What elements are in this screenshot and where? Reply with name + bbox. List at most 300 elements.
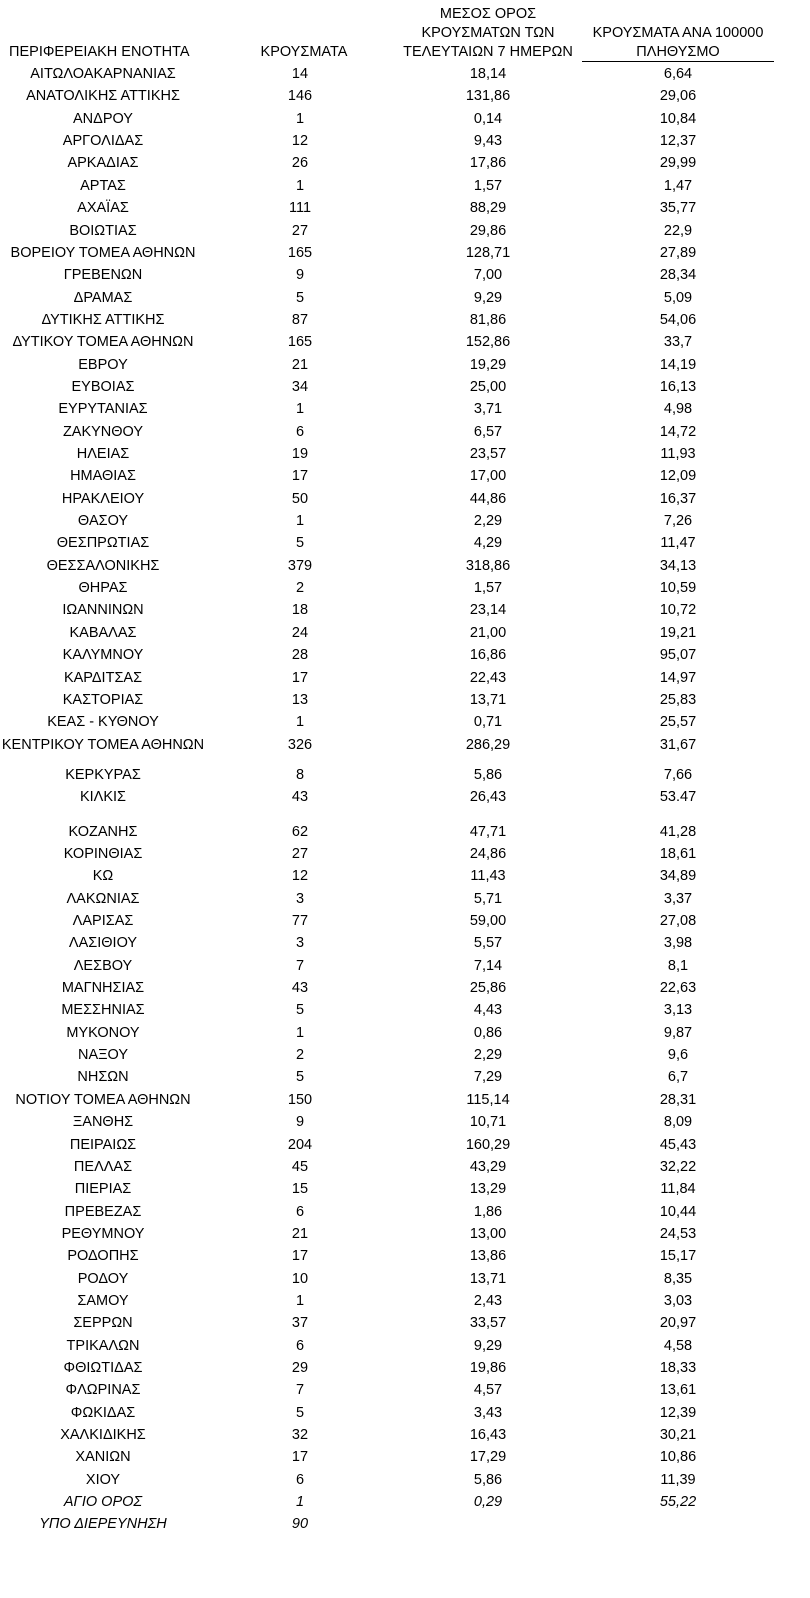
cell-per-100k: 13,61 [659,1382,697,1399]
cell-7day-average: 17,00 [469,468,507,485]
table-row [0,376,810,398]
column-header-per-100k-line1: ΚΡΟΥΣΜΑΤΑ ΑΝΑ 100000 [592,25,764,41]
table-row [0,85,810,107]
cell-7day-average: 16,43 [469,1427,507,1443]
cell-cases: 77 [291,913,309,929]
cell-cases: 50 [291,490,309,507]
cell-cases: 1 [295,513,305,529]
table-row [0,354,810,376]
cell-region: ΧΙΟΥ [85,1471,121,1488]
cell-region: ΕΒΡΟΥ [78,356,128,373]
cell-per-100k: 14,72 [659,423,697,440]
cell-per-100k: 29,99 [659,155,697,172]
table-row [0,1156,810,1178]
cell-region: ΕΥΡΥΤΑΝΙΑΣ [58,401,148,418]
cell-7day-average: 128,71 [465,244,511,261]
cell-7day-average: 318,86 [465,557,511,574]
cell-cases: 1 [295,714,305,731]
cell-per-100k: 95,07 [659,647,697,664]
table-row [0,1402,810,1424]
cell-7day-average: 21,00 [469,624,507,641]
cell-per-100k: 6,64 [663,66,693,82]
cell-cases: 1 [295,110,305,127]
cell-7day-average: 1,86 [473,1203,503,1220]
cell-per-100k: 10,59 [659,580,697,597]
cell-cases: 9 [295,267,305,284]
cell-7day-average: 7,00 [473,267,503,284]
cell-cases: 326 [287,736,313,753]
cell-region: ΠΕΙΡΑΙΩΣ [69,1136,137,1153]
cell-cases: 19 [291,446,309,462]
cell-region: ΤΡΙΚΑΛΩΝ [66,1337,140,1354]
table-row [0,130,810,152]
table-row [0,152,810,174]
cell-cases: 87 [291,311,309,328]
table-row [0,532,810,554]
table-row [0,1513,810,1535]
table-row [0,1245,810,1267]
cell-region: ΠΙΕΡΙΑΣ [74,1181,132,1198]
cell-per-100k: 41,28 [659,823,697,840]
column-header-cases-label: ΚΡΟΥΣΜΑΤΑ [260,44,348,60]
cell-region: ΙΩΑΝΝΙΝΩΝ [62,602,144,619]
cell-region: ΚΕΑΣ - ΚΥΘΝΟΥ [47,714,159,731]
cell-cases: 5 [295,1002,305,1019]
cell-cases: 111 [288,200,312,217]
cell-per-100k: 9,6 [667,1047,689,1064]
cell-7day-average: 5,86 [473,1471,503,1488]
table-row [0,888,810,910]
cell-cases: 2 [295,580,305,597]
table-row [0,421,810,443]
cell-cases: 43 [291,789,309,806]
cell-cases: 27 [291,222,309,239]
cell-region: ΚΕΝΤΡΙΚΟΥ ΤΟΜΕΑ ΑΘΗΝΩΝ [1,736,205,753]
cell-region: ΒΟΡΕΙΟΥ ΤΟΜΕΑ ΑΘΗΝΩΝ [10,244,196,261]
table-row [0,955,810,977]
cell-cases: 146 [287,88,313,105]
cell-per-100k: 16,13 [659,378,697,395]
cell-region: ΖΑΚΥΝΘΟΥ [62,423,144,440]
cell-per-100k: 3,13 [663,1002,693,1019]
cell-cases: 24 [291,624,309,641]
cell-7day-average: 33,57 [469,1315,507,1332]
cell-cases: 6 [295,423,305,440]
cell-region: ΑΧΑΪΑΣ [77,200,129,217]
table-row [0,465,810,487]
cell-cases: 379 [287,557,313,574]
table-row [0,622,810,644]
table-row [0,1201,810,1223]
cell-cases: 6 [295,1471,305,1488]
cell-7day-average: 13,71 [469,691,507,708]
cell-per-100k: 11,84 [660,1181,696,1198]
cell-7day-average: 9,29 [473,1337,503,1354]
cell-7day-average: 5,57 [473,935,503,952]
cell-cases: 5 [295,289,305,306]
cell-cases: 21 [291,1225,309,1242]
cell-cases: 6 [295,1203,305,1220]
table-row [0,821,810,843]
cell-per-100k [578,1513,778,1535]
cell-region: ΗΛΕΙΑΣ [76,446,130,462]
table-row [0,1044,810,1066]
cell-region: ΑΡΓΟΛΙΔΑΣ [62,133,144,150]
table-row [0,331,810,353]
cell-region: ΠΡΕΒΕΖΑΣ [64,1203,142,1220]
cell-7day-average: 4,43 [473,1002,503,1019]
cell-per-100k: 6,7 [667,1069,689,1086]
cell-region: ΔΥΤΙΚΟΥ ΤΟΜΕΑ ΑΘΗΝΩΝ [12,334,194,351]
cell-region: ΗΜΑΘΙΑΣ [70,468,136,485]
cell-7day-average: 47,71 [469,823,507,840]
cell-per-100k: 11,39 [660,1471,696,1488]
cell-7day-average: 9,43 [473,133,503,150]
cell-region: ΑΡΚΑΔΙΑΣ [67,155,139,172]
cell-per-100k: 30,21 [659,1427,697,1443]
table-row [0,510,810,532]
cell-7day-average: 4,29 [473,535,503,552]
cell-region: ΚΕΡΚΥΡΑΣ [65,766,141,783]
cell-per-100k: 54,06 [659,311,697,328]
cell-cases: 6 [295,1337,305,1354]
table-row [0,1066,810,1088]
cell-7day-average: 19,29 [469,356,507,373]
table-row [0,197,810,219]
table-row [0,309,810,331]
cell-region: ΠΕΛΛΑΣ [73,1158,133,1175]
cell-per-100k: 32,22 [659,1158,697,1175]
cell-per-100k: 19,21 [659,624,697,641]
cell-per-100k: 34,13 [659,557,697,574]
cell-cases: 165 [287,334,313,351]
cell-7day-average: 9,29 [473,289,503,306]
cell-per-100k: 11,47 [660,535,696,552]
cell-cases: 14 [291,66,309,82]
table-row [0,1379,810,1401]
cell-region: ΧΑΝΙΩΝ [75,1449,131,1466]
cell-per-100k: 12,09 [659,468,697,485]
cell-7day-average: 23,14 [469,602,507,619]
cell-cases: 43 [291,980,309,996]
cell-cases: 150 [287,1091,313,1108]
cell-cases: 5 [295,1069,305,1086]
cell-7day-average: 13,86 [469,1248,507,1265]
table-row [0,843,810,865]
cell-cases: 1 [295,401,305,418]
cell-7day-average: 0,14 [473,110,503,127]
cell-cases: 21 [291,356,309,373]
cell-7day-average: 11,43 [470,868,506,885]
cell-cases: 18 [291,602,309,619]
cell-region: ΑΝΔΡΟΥ [73,110,133,127]
cell-per-100k: 31,67 [659,736,697,753]
cell-7day-average [402,1513,574,1535]
table-row [0,443,810,465]
cell-7day-average: 2,29 [473,1047,503,1064]
cell-per-100k: 25,83 [659,691,697,708]
cell-cases: 17 [291,1248,309,1265]
cell-cases: 26 [291,155,309,172]
cell-7day-average: 10,71 [469,1114,507,1131]
cell-region: ΡΕΘΥΜΝΟΥ [61,1225,145,1242]
cell-7day-average: 0,29 [473,1494,503,1511]
table-row [0,1089,810,1111]
cell-cases: 8 [295,766,305,783]
cell-region: ΚΑΡΔΙΤΣΑΣ [63,669,143,686]
table-row [0,764,810,786]
table-row [0,398,810,420]
table-row [0,1134,810,1156]
cell-cases: 12 [291,868,309,885]
cell-region: ΓΡΕΒΕΝΩΝ [63,267,143,284]
cell-7day-average: 24,86 [469,845,507,862]
cell-per-100k: 3,98 [663,935,693,952]
cell-region: ΜΥΚΟΝΟΥ [66,1024,140,1041]
cell-per-100k: 27,89 [659,244,697,261]
cell-7day-average: 81,86 [469,311,507,328]
cell-per-100k: 12,39 [659,1404,697,1421]
cell-per-100k: 28,34 [659,267,697,284]
table-row [0,1312,810,1334]
table-row [0,667,810,689]
cell-7day-average: 286,29 [465,736,511,753]
cell-region: ΚΑΒΑΛΑΣ [69,624,137,641]
table-row [0,577,810,599]
cell-region: ΚΟΖΑΝΗΣ [68,823,138,840]
column-header-7day-average-line1: ΜΕΣΟΣ ΟΡΟΣ [439,6,537,22]
cell-per-100k: 8,1 [667,957,689,974]
cell-cases: 28 [291,647,309,664]
table-row [0,1290,810,1312]
cell-region: ΛΑΡΙΣΑΣ [72,913,134,929]
cell-per-100k: 3,37 [663,890,693,907]
cell-cases: 12 [291,133,309,150]
table-row [0,1469,810,1491]
cell-region: ΝΗΣΩΝ [77,1069,129,1086]
cell-per-100k: 7,26 [663,513,693,529]
table-row [0,910,810,932]
cell-per-100k: 8,35 [663,1270,693,1287]
cell-cases: 15 [291,1181,309,1198]
cell-region: ΧΑΛΚΙΔΙΚΗΣ [60,1427,146,1443]
cell-per-100k: 14,19 [659,356,697,373]
table-row [0,734,810,756]
cell-7day-average: 43,29 [469,1158,507,1175]
table-row [0,264,810,286]
cell-region: ΕΥΒΟΙΑΣ [71,378,135,395]
cell-cases: 27 [291,845,309,862]
cell-per-100k: 18,33 [659,1360,697,1376]
cell-cases: 1 [295,1494,305,1511]
cell-7day-average: 18,14 [469,66,507,82]
cell-region: ΚΟΡΙΝΘΙΑΣ [63,845,143,862]
cell-7day-average: 7,29 [473,1069,503,1086]
cell-per-100k: 5,09 [663,289,693,306]
table-row [0,932,810,954]
cell-region: ΑΙΤΩΛΟΑΚΑΡΝΑΝΙΑΣ [30,66,176,82]
cell-per-100k: 12,37 [659,133,697,150]
cell-7day-average: 7,14 [473,957,503,974]
cell-region: ΦΘΙΩΤΙΔΑΣ [63,1360,143,1376]
cell-cases: 45 [291,1158,309,1175]
cell-region: ΛΕΣΒΟΥ [73,957,133,974]
column-header-per-100k-line2: ΠΛΗΘΥΣΜΟ [636,44,720,60]
cell-cases: 62 [291,823,309,840]
cell-per-100k: 10,44 [659,1203,697,1220]
cell-cases: 5 [295,535,305,552]
cell-7day-average: 17,86 [469,155,507,172]
cell-7day-average: 19,86 [469,1360,507,1376]
table-row [0,999,810,1021]
cell-cases: 5 [295,1404,305,1421]
table-row [0,242,810,264]
cell-per-100k: 10,84 [659,110,697,127]
cell-cases: 1 [295,177,305,194]
cell-cases: 3 [295,890,305,907]
cell-per-100k: 29,06 [659,88,697,105]
table-row [0,175,810,197]
cell-cases: 7 [295,957,305,974]
cell-7day-average: 44,86 [469,490,507,507]
cell-per-100k: 22,9 [663,222,693,239]
table-row [0,599,810,621]
cell-per-100k: 16,37 [659,490,697,507]
cell-7day-average: 17,29 [469,1449,507,1466]
cell-region: ΣΑΜΟΥ [77,1292,129,1309]
cell-region: ΡΟΔΟΠΗΣ [67,1248,139,1265]
cell-per-100k: 35,77 [659,200,697,217]
cell-region: ΘΕΣΠΡΩΤΙΑΣ [56,535,150,552]
cell-7day-average: 13,29 [469,1181,507,1198]
table-row [0,488,810,510]
cell-7day-average: 3,71 [473,401,503,418]
cell-region: ΡΟΔΟΥ [77,1270,129,1287]
cell-region: ΝΑΞΟΥ [77,1047,129,1064]
cell-region: ΒΟΙΩΤΙΑΣ [69,222,137,239]
cell-per-100k: 11,93 [660,446,696,462]
table-row [0,786,810,808]
table-row [0,108,810,130]
cell-per-100k: 22,63 [659,980,697,996]
column-header-7day-average-line3: ΤΕΛΕΥΤΑΙΩΝ 7 ΗΜΕΡΩΝ [403,44,573,60]
cell-cases: 32 [291,1427,309,1443]
cell-region: ΣΕΡΡΩΝ [73,1315,133,1332]
cell-per-100k: 24,53 [659,1225,697,1242]
table-row [0,977,810,999]
cell-per-100k: 28,31 [659,1091,697,1108]
cell-7day-average: 2,29 [473,513,503,529]
cell-7day-average: 5,86 [473,766,503,783]
cell-7day-average: 4,57 [473,1382,503,1399]
cell-per-100k: 4,98 [663,401,693,418]
cell-7day-average: 152,86 [465,334,511,351]
cell-per-100k: 4,58 [663,1337,693,1354]
cell-region: ΑΓΙΟ ΟΡΟΣ [63,1494,143,1511]
table-row [0,63,810,85]
cell-7day-average: 3,43 [473,1404,503,1421]
cell-7day-average: 16,86 [469,647,507,664]
cell-region: ΛΑΣΙΘΙΟΥ [68,935,138,952]
cell-region: ΘΑΣΟΥ [77,513,129,529]
cell-region: ΚΩ [92,868,114,885]
cell-region: ΝΟΤΙΟΥ ΤΟΜΕΑ ΑΘΗΝΩΝ [15,1091,191,1108]
cell-7day-average: 23,57 [469,446,507,462]
cell-7day-average: 1,57 [473,580,503,597]
cell-7day-average: 2,43 [473,1292,503,1309]
cell-7day-average: 26,43 [469,789,507,806]
cell-7day-average: 1,57 [473,177,503,194]
cell-region: ΔΥΤΙΚΗΣ ΑΤΤΙΚΗΣ [41,311,165,328]
cell-per-100k: 3,03 [663,1292,693,1309]
cell-7day-average: 13,71 [469,1270,507,1287]
table-row [0,1111,810,1133]
cell-per-100k: 20,97 [659,1315,697,1332]
column-header-7day-average-line2: ΚΡΟΥΣΜΑΤΩΝ ΤΩΝ [421,25,555,41]
table-row [0,1424,810,1446]
table-row [0,555,810,577]
cell-cases: 29 [291,1360,309,1376]
cell-per-100k: 8,09 [663,1114,693,1131]
cell-cases: 17 [291,1449,309,1466]
cell-cases: 34 [291,378,309,395]
cell-7day-average: 29,86 [469,222,507,239]
table-row [0,1335,810,1357]
cell-per-100k: 1,47 [663,177,693,194]
cell-region: ΞΑΝΘΗΣ [72,1114,134,1131]
cell-7day-average: 25,00 [469,378,507,395]
table-row [0,1178,810,1200]
cell-per-100k: 14,97 [659,669,697,686]
table-row [0,1022,810,1044]
cell-7day-average: 115,14 [466,1091,510,1108]
cell-7day-average: 160,29 [465,1136,511,1153]
cell-7day-average: 59,00 [469,913,507,929]
cell-cases: 165 [287,244,313,261]
cell-region: ΚΑΣΤΟΡΙΑΣ [62,691,144,708]
cell-region: ΘΕΣΣΑΛΟΝΙΚΗΣ [46,557,160,574]
cell-region: ΛΑΚΩΝΙΑΣ [66,890,140,907]
cell-cases: 10 [291,1270,309,1287]
table-row [0,1223,810,1245]
cell-per-100k: 10,86 [659,1449,697,1466]
cell-region: ΜΕΣΣΗΝΙΑΣ [61,1002,145,1019]
column-header-region-label: ΠΕΡΙΦΕΡΕΙΑΚΗ ΕΝΟΤΗΤΑ [9,44,190,60]
table-row [0,1446,810,1468]
cell-region: ΚΑΛΥΜΝΟΥ [62,647,144,664]
cell-cases: 3 [295,935,305,952]
cell-cases: 17 [291,669,309,686]
cell-7day-average: 88,29 [469,200,507,217]
cell-per-100k: 53.47 [659,789,697,806]
cell-per-100k: 10,72 [659,602,697,619]
cell-per-100k: 27,08 [659,913,697,929]
table-row [0,287,810,309]
cell-per-100k: 55,22 [659,1494,697,1511]
cell-per-100k: 9,87 [663,1024,693,1041]
table-row [0,689,810,711]
cell-cases: 1 [295,1024,305,1041]
cell-region: ΑΡΤΑΣ [80,177,126,194]
cell-region: ΥΠΟ ΔΙΕΡΕΥΝΗΣΗ [39,1516,167,1533]
cell-region: ΑΝΑΤΟΛΙΚΗΣ ΑΤΤΙΚΗΣ [26,88,180,105]
table-row [0,1491,810,1513]
cell-region: ΦΛΩΡΙΝΑΣ [65,1382,141,1399]
cell-cases: 7 [295,1382,305,1399]
table-row [0,1268,810,1290]
cell-per-100k: 7,66 [663,766,693,783]
cell-cases: 2 [295,1047,305,1064]
